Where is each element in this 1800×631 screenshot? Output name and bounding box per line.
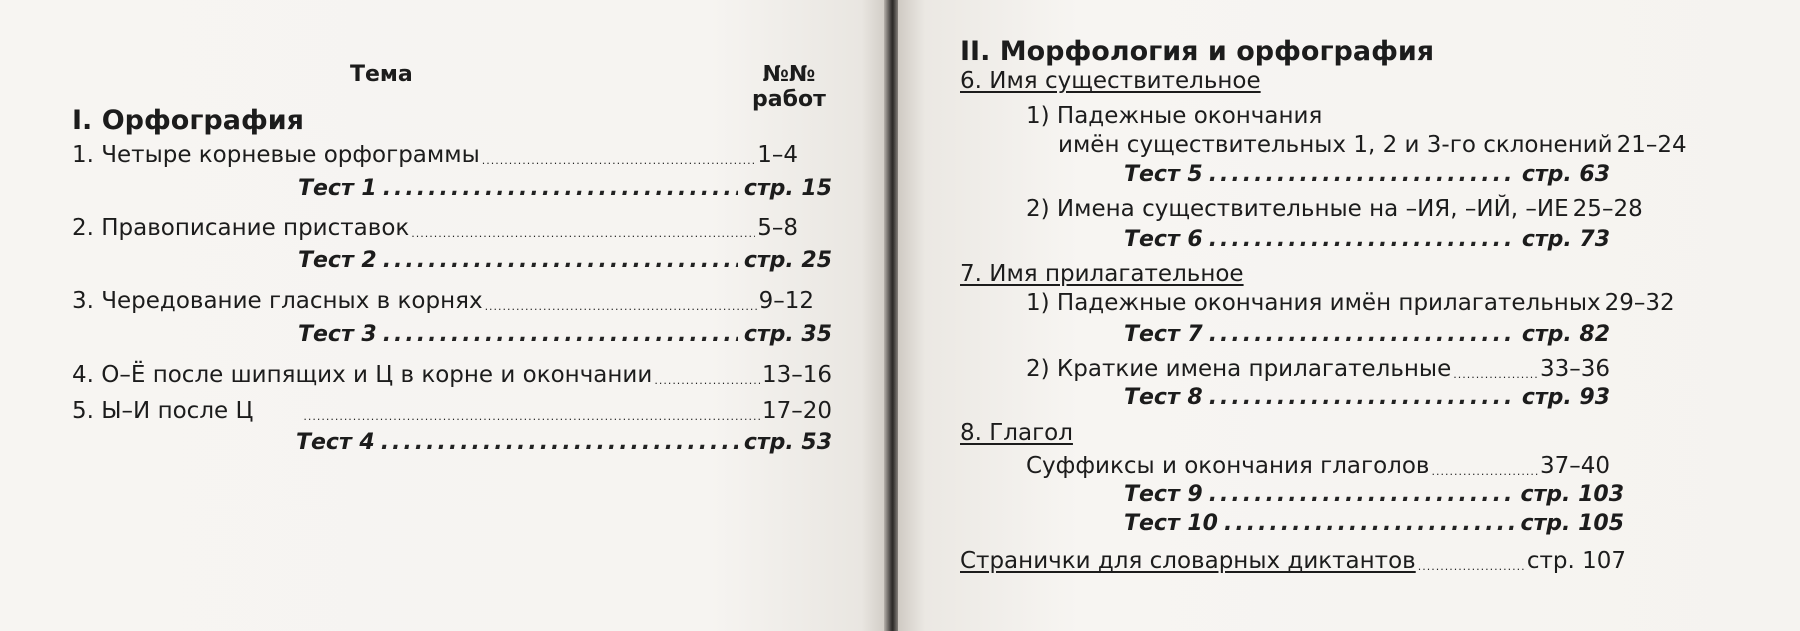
toc-row [72,396,832,426]
toc-row [72,213,798,243]
column-header-number-line1: №№ [762,62,816,87]
toc-number: 1–4 [757,142,798,168]
test-page: стр. 53 [743,430,832,455]
leader-dots [1209,480,1515,510]
leader-dots [383,246,738,276]
toc-test-row [1124,225,1610,255]
toc-number: стр. 107 [1526,548,1626,574]
toc-number: 17–20 [761,398,832,424]
toc-label: 2. Правописание приставок [72,215,410,241]
toc-number: 37–40 [1539,453,1610,479]
test-page: стр. 103 [1520,482,1624,507]
test-label: Тест 3 [298,322,377,347]
toc-label: 5. Ы–И после Ц [72,398,254,424]
subsection-noun: 6. Имя существительное [960,68,1261,94]
toc-label: Странички для словарных диктантов [960,548,1416,574]
left-page [0,0,888,631]
leader-dots [411,225,755,243]
toc-row [1026,194,1643,224]
test-label: Тест 2 [298,248,377,273]
test-label: Тест 10 [1124,511,1218,536]
section-title-orthography: I. Орфография [72,105,305,136]
toc-number: 33–36 [1539,356,1610,382]
toc-row [72,286,814,316]
toc-test-row [296,428,832,458]
toc-row [1058,130,1687,160]
toc-row [72,140,798,170]
toc-test-row [298,246,832,276]
toc-number: 9–12 [758,288,814,314]
leader-dots [1209,320,1516,350]
subsection-adjective: 7. Имя прилагательное [960,261,1244,287]
leader-dots [1209,383,1516,413]
toc-number: 25–28 [1572,196,1643,222]
test-page: стр. 63 [1521,162,1610,187]
toc-label: 2) Имена существительные на –ИЯ, –ИЙ, –ИЕ [1026,196,1569,222]
test-page: стр. 93 [1521,385,1610,410]
test-label: Тест 8 [1124,385,1203,410]
toc-label: Суффиксы и окончания глаголов [1026,453,1430,479]
test-page: стр. 105 [1520,511,1624,536]
leader-dots [383,174,738,204]
test-label: Тест 5 [1124,162,1203,187]
toc-number: 21–24 [1616,132,1687,158]
test-label: Тест 6 [1124,227,1203,252]
toc-label: 2) Краткие имена прилагательные [1026,356,1452,382]
test-label: Тест 7 [1124,322,1203,347]
toc-label: имён существительных 1, 2 и 3-го склонений [1058,132,1613,158]
test-label: Тест 4 [296,430,375,455]
toc-label: 1. Четыре корневые орфограммы [72,142,480,168]
leader-dots [1224,509,1515,539]
toc-row [1026,354,1610,384]
toc-number: 5–8 [757,215,798,241]
toc-label: 3. Чередование гласных в корнях [72,288,483,314]
column-header-number-line2: работ [752,87,826,112]
leader-dots [1418,558,1525,576]
toc-row-dictation [960,546,1626,576]
section-title-morphology: II. Морфология и орфография [960,36,1435,67]
toc-test-row [1124,320,1610,350]
toc-label: 4. О–Ё после шипящих и Ц в корне и окончании [72,362,653,388]
test-page: стр. 15 [743,176,832,201]
test-page: стр. 82 [1521,322,1610,347]
column-header-number [752,62,826,112]
leader-dots [1431,463,1537,481]
toc-label: 1) Падежные окончания имён прилагательных [1026,290,1601,316]
leader-dots [1453,366,1538,384]
toc-test-row [1124,383,1610,413]
toc-test-row [1124,480,1624,510]
toc-test-row [1124,509,1624,539]
leader-dots [482,152,755,170]
toc-number: 13–16 [761,362,832,388]
test-page: стр. 25 [743,248,832,273]
test-label: Тест 1 [298,176,377,201]
toc-test-row [1124,160,1610,190]
test-page: стр. 35 [743,322,832,347]
toc-number: 29–32 [1604,290,1675,316]
leader-dots [383,320,738,350]
right-page [898,0,1800,631]
toc-row [72,360,832,390]
subsection-verb: 8. Глагол [960,420,1073,446]
toc-row [1026,451,1610,481]
test-page: стр. 73 [1521,227,1610,252]
leader-dots [654,372,760,390]
leader-dots [485,298,757,316]
column-header-theme: Тема [350,62,413,87]
leader-dots [1209,160,1516,190]
noun-item1-line1: 1) Падежные окончания [1026,103,1323,129]
leader-dots [381,428,738,458]
toc-test-row [298,174,832,204]
toc-row [1026,288,1675,318]
toc-test-row [298,320,832,350]
test-label: Тест 9 [1124,482,1203,507]
leader-dots [303,408,760,426]
leader-dots [1209,225,1516,255]
